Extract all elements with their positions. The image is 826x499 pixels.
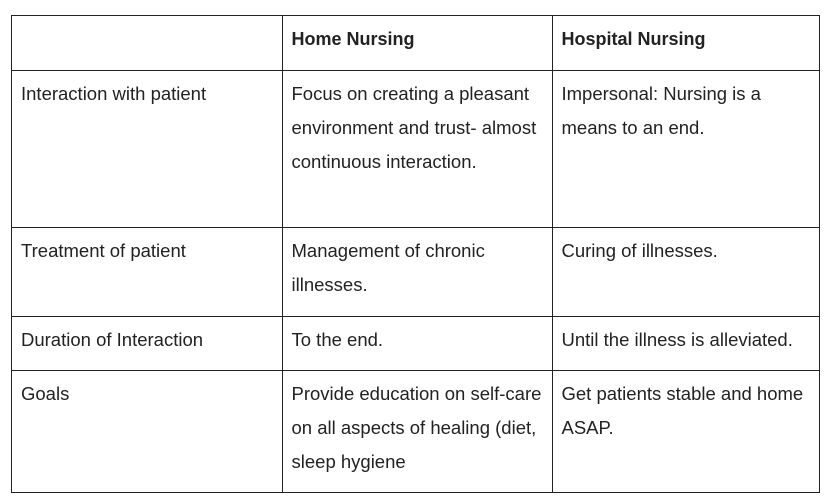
header-cell-empty [12, 16, 282, 70]
comparison-table-container [11, 15, 820, 493]
cell-hospital-duration: Until the illness is alleviated. [552, 316, 820, 370]
cell-home-duration: To the end. [282, 316, 552, 370]
cell-hospital-treatment: Curing of illnesses. [552, 227, 820, 316]
table-row [12, 370, 820, 493]
row-label-duration: Duration of Interaction [12, 316, 282, 370]
cell-home-interaction: Focus on creating a pleasant environment and trust- almost continuous interaction. [282, 70, 552, 227]
cell-home-treatment: Management of chronic illnesses. [282, 227, 552, 316]
table-row [12, 316, 820, 370]
table-header-row [12, 16, 820, 70]
table-row [12, 227, 820, 316]
cell-hospital-interaction: Impersonal: Nursing is a means to an end. [552, 70, 820, 227]
cell-home-goals: Provide education on self-care on all aspects of healing (diet, sleep hygiene [282, 370, 552, 493]
row-label-treatment: Treatment of patient [12, 227, 282, 316]
header-cell-hospital-nursing: Hospital Nursing [552, 16, 820, 70]
table-row [12, 70, 820, 227]
header-cell-home-nursing: Home Nursing [282, 16, 552, 70]
row-label-goals: Goals [12, 370, 282, 493]
row-label-interaction: Interaction with patient [12, 70, 282, 227]
comparison-table [12, 16, 820, 493]
cell-hospital-goals: Get patients stable and home ASAP. [552, 370, 820, 493]
